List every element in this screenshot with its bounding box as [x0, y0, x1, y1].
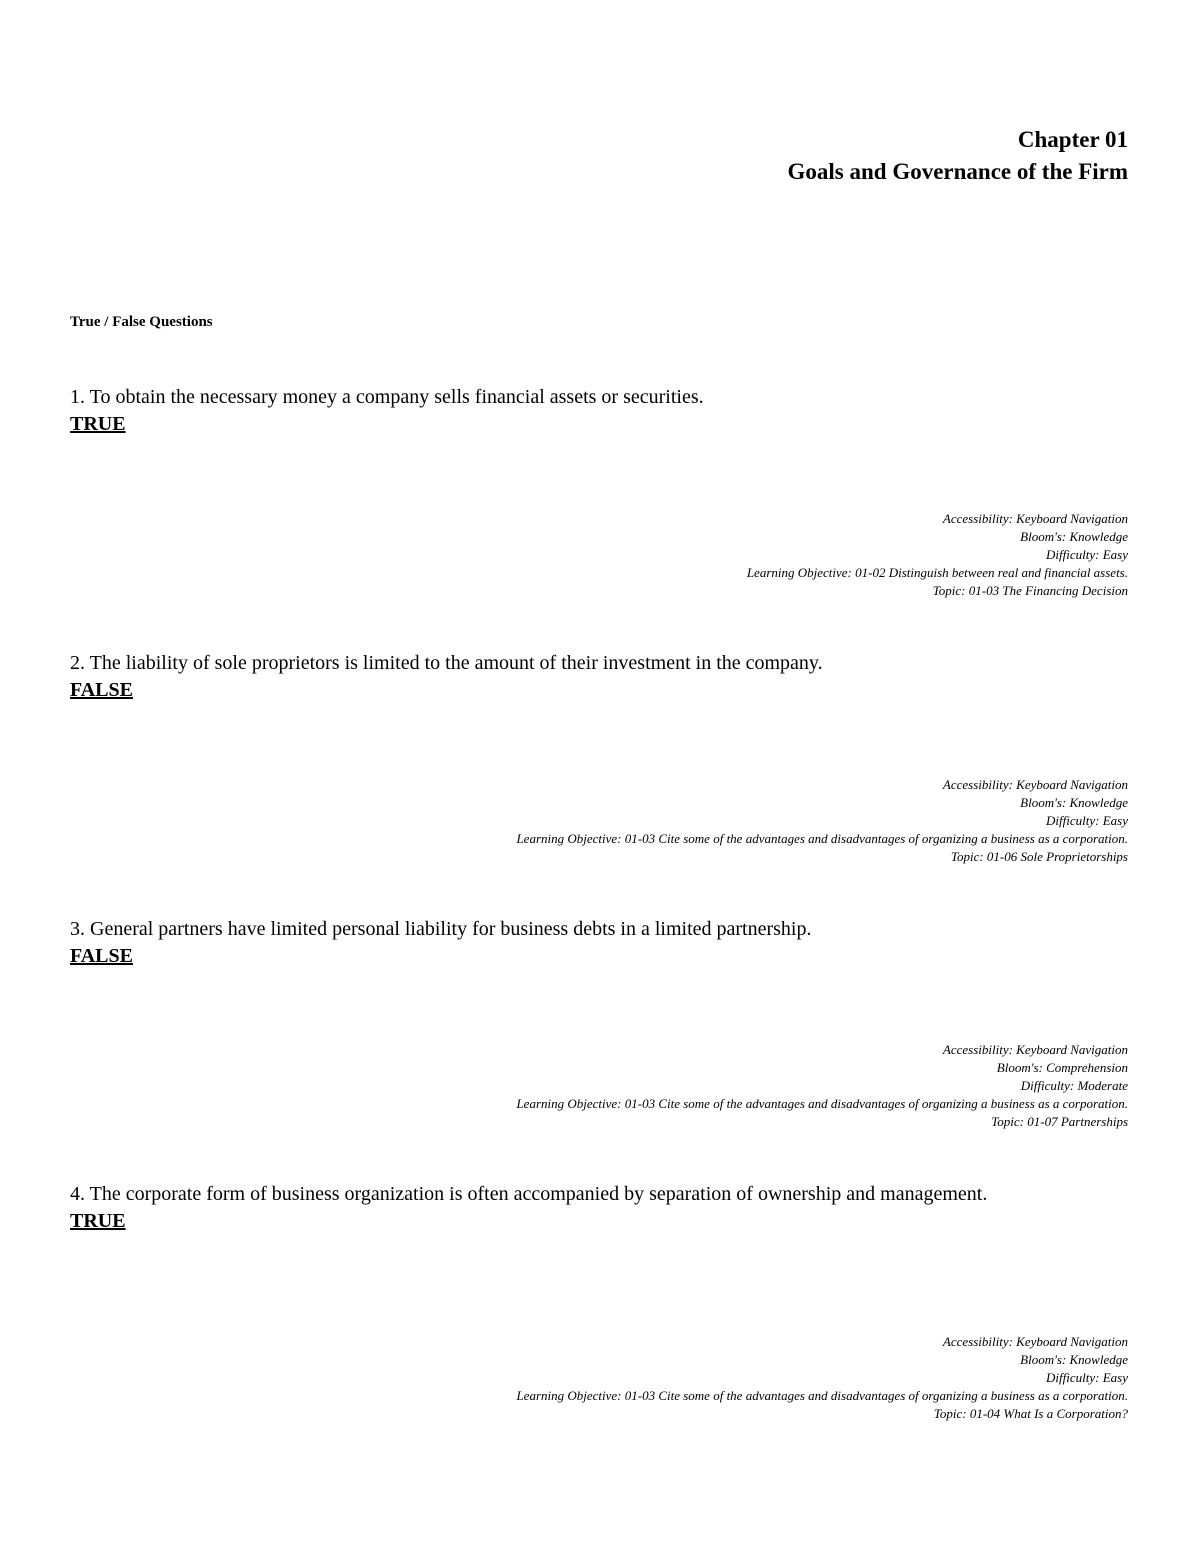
question-1	[70, 384, 1070, 438]
question-text: 3. General partners have limited personal liability for business debts in a limited partnership.	[70, 918, 812, 940]
meta-objective: Learning Objective: 01-03 Cite some of the advantages and disadvantages of organizing a business as a corporation.	[516, 831, 1128, 846]
question-text: 4. The corporate form of business organization is often accompanied by separation of ownership and management.	[70, 1183, 988, 1205]
chapter-header	[788, 124, 1129, 188]
meta-blooms: Bloom's: Knowledge	[1020, 529, 1128, 544]
meta-difficulty: Difficulty: Easy	[1046, 547, 1128, 562]
meta-blooms: Bloom's: Comprehension	[996, 1060, 1128, 1075]
meta-blooms: Bloom's: Knowledge	[1020, 795, 1128, 810]
meta-objective: Learning Objective: 01-02 Distinguish between real and financial assets.	[746, 565, 1128, 580]
chapter-number: Chapter 01	[1017, 127, 1128, 152]
meta-accessibility: Accessibility: Keyboard Navigation	[942, 1334, 1128, 1349]
section-title: True / False Questions	[70, 314, 213, 330]
meta-difficulty: Difficulty: Moderate	[1020, 1078, 1128, 1093]
meta-blooms: Bloom's: Knowledge	[1020, 1352, 1128, 1367]
meta-difficulty: Difficulty: Easy	[1046, 1370, 1128, 1385]
answer: TRUE	[70, 413, 126, 435]
meta-objective: Learning Objective: 01-03 Cite some of the advantages and disadvantages of organizing a business as a corporation.	[516, 1096, 1128, 1111]
meta-objective: Learning Objective: 01-03 Cite some of the advantages and disadvantages of organizing a business as a corporation.	[516, 1388, 1128, 1403]
meta-topic: Topic: 01-03 The Financing Decision	[932, 583, 1128, 598]
question-4-metadata	[516, 1333, 1128, 1423]
meta-topic: Topic: 01-04 What Is a Corporation?	[933, 1406, 1128, 1421]
meta-accessibility: Accessibility: Keyboard Navigation	[942, 511, 1128, 526]
meta-topic: Topic: 01-06 Sole Proprietorships	[950, 849, 1128, 864]
chapter-title: Goals and Governance of the Firm	[787, 159, 1128, 184]
meta-difficulty: Difficulty: Easy	[1046, 813, 1128, 828]
question-text: 2. The liability of sole proprietors is limited to the amount of their investment in the company.	[70, 652, 823, 674]
question-2	[70, 650, 1070, 704]
meta-accessibility: Accessibility: Keyboard Navigation	[942, 777, 1128, 792]
question-2-metadata	[516, 776, 1128, 866]
question-4	[70, 1181, 1030, 1235]
question-1-metadata	[747, 510, 1128, 600]
question-3	[70, 916, 1070, 970]
question-text: 1. To obtain the necessary money a company sells financial assets or securities.	[70, 386, 704, 408]
answer: TRUE	[70, 1210, 126, 1232]
meta-accessibility: Accessibility: Keyboard Navigation	[942, 1042, 1128, 1057]
question-3-metadata	[516, 1041, 1128, 1131]
answer: FALSE	[70, 945, 133, 967]
meta-topic: Topic: 01-07 Partnerships	[991, 1114, 1128, 1129]
answer: FALSE	[70, 679, 133, 701]
